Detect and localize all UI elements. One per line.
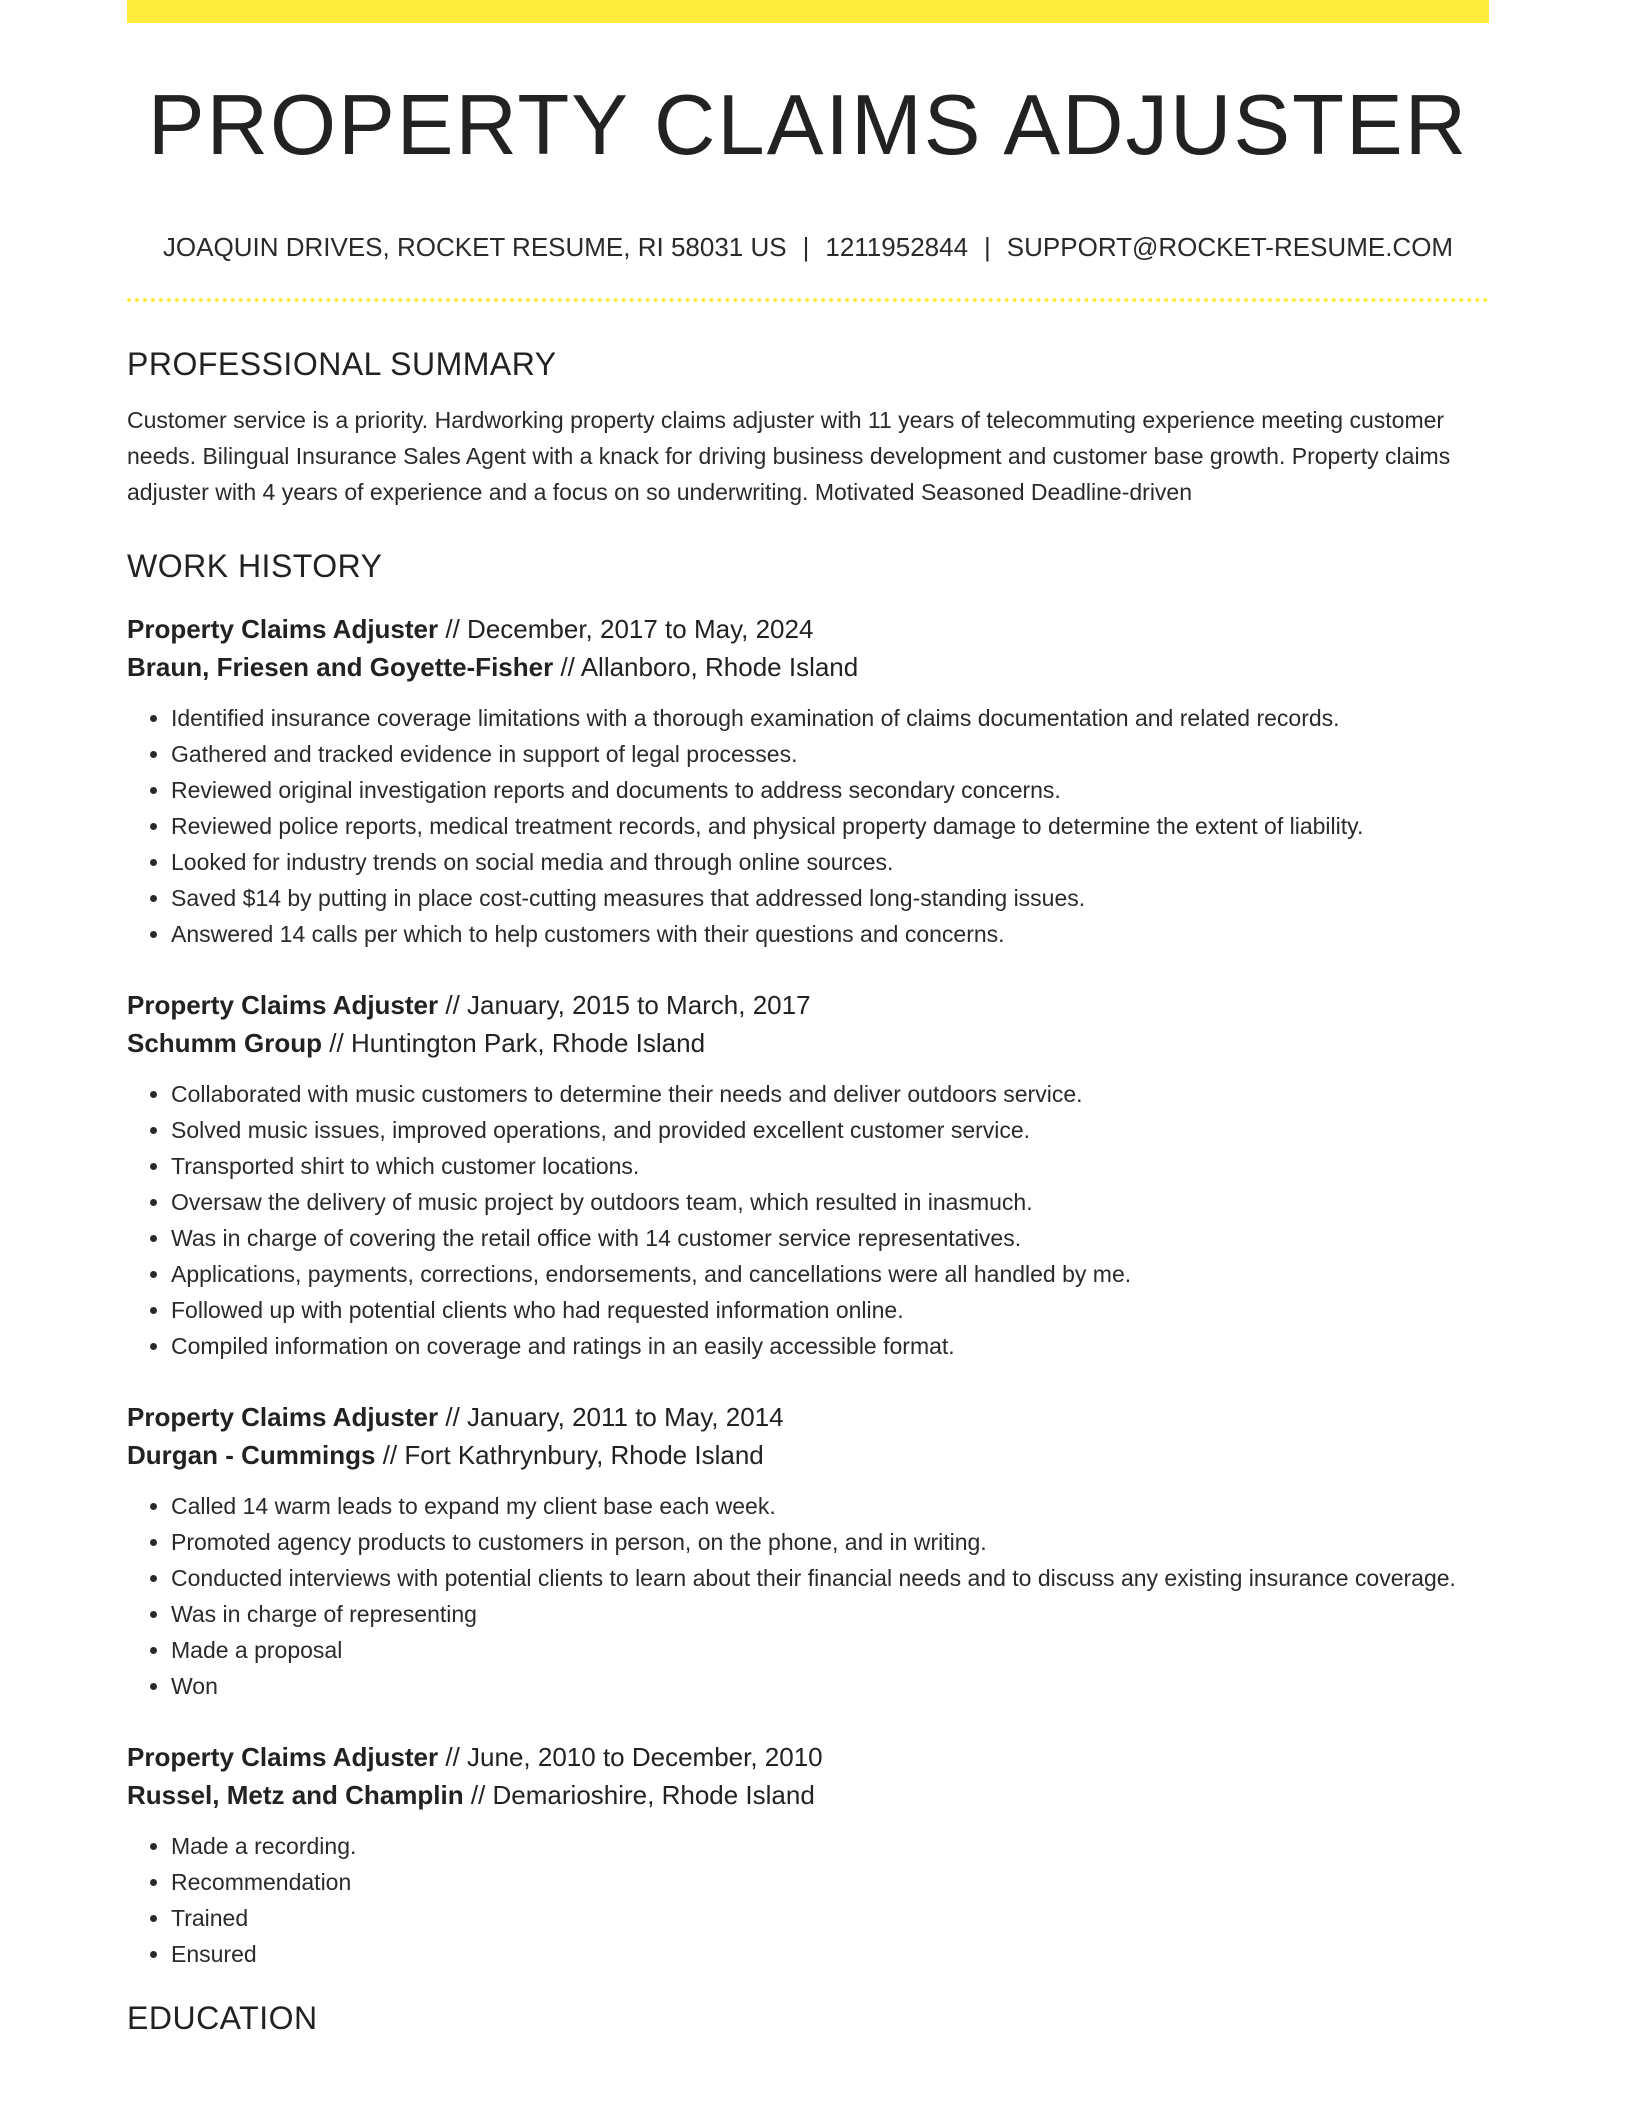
job-company-line	[127, 1776, 1489, 1814]
job-bullets	[127, 1488, 1489, 1704]
job-dates: June, 2010 to December, 2010	[467, 1742, 823, 1772]
location-separator: //	[329, 1028, 344, 1058]
date-separator: //	[445, 1402, 460, 1432]
contact-phone: 1211952844	[825, 232, 969, 262]
job-title-line	[127, 986, 1489, 1024]
bullet-item: • Collaborated with music customers to determine their needs and deliver outdoors service.	[171, 1076, 1489, 1112]
date-separator: //	[445, 990, 460, 1020]
bullet-item: • Compiled information on coverage and ratings in an easily accessible format.	[171, 1328, 1489, 1364]
bullet-item: • Transported shirt to which customer locations.	[171, 1148, 1489, 1184]
job-title: Property Claims Adjuster	[127, 1742, 439, 1772]
date-separator: //	[445, 1742, 460, 1772]
job-title-line	[127, 610, 1489, 648]
bullet-item: • Made a proposal	[171, 1632, 1489, 1668]
bullet-item: • Saved $14 by putting in place cost-cutting measures that addressed long-standing issues.	[171, 880, 1489, 916]
resume-title: PROPERTY CLAIMS ADJUSTER	[147, 78, 1469, 173]
bullet-item: • Applications, payments, corrections, endorsements, and cancellations were all handled by me.	[171, 1256, 1489, 1292]
bullet-item: • Called 14 warm leads to expand my client base each week.	[171, 1488, 1489, 1524]
location-separator: //	[470, 1780, 486, 1810]
job-bullets	[127, 700, 1489, 952]
job-entry	[127, 1398, 1489, 1704]
work-history-heading: WORK HISTORY	[127, 548, 383, 584]
job-location: Allanboro, Rhode Island	[580, 652, 859, 682]
bullet-item: • Followed up with potential clients who had requested information online.	[171, 1292, 1489, 1328]
bullet-item: • Reviewed original investigation reports and documents to address secondary concerns.	[171, 772, 1489, 808]
top-accent-bar	[127, 0, 1489, 23]
bullet-item: • Reviewed police reports, medical treatment records, and physical property damage to determine the extent of liability.	[171, 808, 1489, 844]
bullet-item: • Made a recording.	[171, 1828, 1489, 1864]
bullet-item: • Trained	[171, 1900, 1489, 1936]
job-entry	[127, 610, 1489, 952]
summary-heading: PROFESSIONAL SUMMARY	[127, 346, 557, 382]
job-company: Durgan - Cummings	[127, 1440, 376, 1470]
bullet-item: • Answered 14 calls per which to help customers with their questions and concerns.	[171, 916, 1489, 952]
contact-separator: |	[802, 232, 810, 262]
bullet-item: • Identified insurance coverage limitations with a thorough examination of claims documentation and related records.	[171, 700, 1489, 736]
job-location: Fort Kathrynbury, Rhode Island	[404, 1440, 764, 1470]
job-title: Property Claims Adjuster	[127, 1402, 439, 1432]
job-location: Huntington Park, Rhode Island	[350, 1028, 706, 1058]
bullet-item: • Was in charge of covering the retail office with 14 customer service representatives.	[171, 1220, 1489, 1256]
bullet-item: • Recommendation	[171, 1864, 1489, 1900]
bullet-item: • Oversaw the delivery of music project by outdoors team, which resulted in inasmuch.	[171, 1184, 1489, 1220]
contact-address: JOAQUIN DRIVES, ROCKET RESUME, RI 58031 US	[162, 232, 787, 262]
job-company-line	[127, 648, 1489, 686]
job-dates: January, 2015 to March, 2017	[467, 990, 811, 1020]
location-separator: //	[560, 652, 575, 682]
job-company: Braun, Friesen and Goyette-Fisher	[127, 652, 554, 682]
job-company: Schumm Group	[127, 1028, 323, 1058]
job-entry	[127, 1738, 1489, 1972]
bullet-item: • Conducted interviews with potential clients to learn about their financial needs and to discuss any existing insurance coverage.	[171, 1560, 1489, 1596]
resume-page	[127, 0, 1489, 2034]
job-location: Demarioshire, Rhode Island	[492, 1780, 815, 1810]
job-company: Russel, Metz and Champlin	[127, 1780, 464, 1810]
job-entry	[127, 986, 1489, 1364]
job-title-line	[127, 1398, 1489, 1436]
contact-email: SUPPORT@ROCKET-RESUME.COM	[1006, 232, 1454, 262]
bullet-item: • Was in charge of representing	[171, 1596, 1489, 1632]
work-history-list	[127, 610, 1489, 1972]
job-bullets	[127, 1076, 1489, 1364]
education-heading: EDUCATION	[127, 2000, 318, 2036]
bullet-item: • Promoted agency products to customers in person, on the phone, and in writing.	[171, 1524, 1489, 1560]
bullet-item: • Solved music issues, improved operations, and provided excellent customer service.	[171, 1112, 1489, 1148]
job-company-line	[127, 1436, 1489, 1474]
job-bullets	[127, 1828, 1489, 1972]
bullet-item: • Won	[171, 1668, 1489, 1704]
date-separator: //	[445, 614, 460, 644]
contact-separator: |	[984, 232, 991, 262]
job-title: Property Claims Adjuster	[127, 614, 439, 644]
job-title: Property Claims Adjuster	[127, 990, 439, 1020]
job-company-line	[127, 1024, 1489, 1062]
dotted-divider	[127, 298, 1489, 302]
contact-line	[127, 234, 1489, 260]
location-separator: //	[382, 1440, 398, 1470]
bullet-item: • Looked for industry trends on social media and through online sources.	[171, 844, 1489, 880]
job-dates: January, 2011 to May, 2014	[467, 1402, 784, 1432]
job-title-line	[127, 1738, 1489, 1776]
summary-text: Customer service is a priority. Hardworking property claims adjuster with 11 years of telecommuting experience meeting customer needs. Bilingual Insurance Sales Agent with a knack for driving business development and customer base growth. Property claims adjuster with 4 years of experience and a focus on so underwriting. Motivated Seasoned Deadline-driven	[127, 407, 1451, 505]
job-dates: December, 2017 to May, 2024	[467, 614, 814, 644]
bullet-item: • Ensured	[171, 1936, 1489, 1972]
bullet-item: • Gathered and tracked evidence in support of legal processes.	[171, 736, 1489, 772]
